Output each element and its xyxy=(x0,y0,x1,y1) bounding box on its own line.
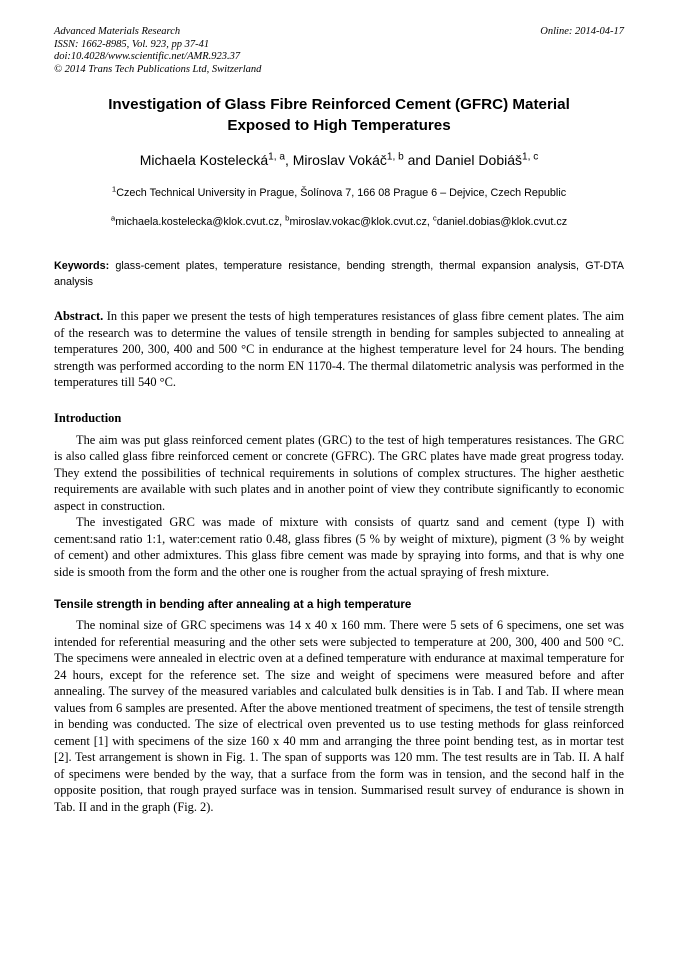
section-heading-introduction: Introduction xyxy=(54,410,122,425)
abstract-block xyxy=(54,308,624,391)
affiliation-marker: 1 xyxy=(111,184,117,194)
affiliation-text: Czech Technical University in Prague, Šolínova 7, 166 08 Prague 6 – Dejvice, Czech Republic xyxy=(116,187,567,200)
email-a: michaela.kostelecka@klok.cvut.cz, xyxy=(115,216,286,229)
email-b: miroslav.vokac@klok.cvut.cz, xyxy=(289,216,433,229)
abstract-text: In this paper we present the tests of high temperatures resistances of glass fibre cement plates. The aim of the research was to determine the values of tensile strength in bending for samples subjected to annealing at temperatures 200, 300, 400 and 500 °C in endurance at the highest temperature level for 24 hours. The bending strength was performed according to the norm EN 1170-4. The thermal dilatometric analysis was performed in the temperatures till 540 °C. xyxy=(54,309,624,390)
header-left-block xyxy=(54,26,453,76)
online-date: Online: 2014-04-17 xyxy=(540,26,624,37)
page-title xyxy=(62,94,616,136)
author-2-affiliation-marker: 1, b xyxy=(386,151,404,163)
author-1-name: Michaela Kostelecká xyxy=(139,152,269,169)
author-list xyxy=(54,152,624,168)
intro-paragraph-2: The investigated GRC was made of mixture with consists of quartz sand and cement (type I) with cement:sand ratio 1:1, water:cement ratio 0.48, glass fibres (5 % by weight of mixture), pigment (3 % by weight of cement) and other admixtures. This glass fibre cement was made by spraying into forms, and that is why one side is smooth from the form and the other one is rougher from the actual spraying of fresh mixture. xyxy=(54,515,624,579)
affiliation xyxy=(54,186,624,201)
title-line-1: Investigation of Glass Fibre Reinforced Cement (GFRC) Material xyxy=(108,96,570,114)
email-marker-c: c xyxy=(432,213,437,223)
email-marker-b: b xyxy=(285,213,290,223)
author-emails xyxy=(54,215,624,230)
intro-paragraph-1: The aim was put glass reinforced cement plates (GRC) to the test of high temperatures resistances. The GRC is also called glass fibre reinforced cement or concrete (GFRC). The GRC plates have made great progress today. They extend the possibilities of technical requirements in solutions of complex structures. The higher aesthetic requirements are available with such plates and in another point of view they contribute significantly to economic aspect in construction. xyxy=(54,432,624,513)
keywords-text: glass-cement plates, temperature resistance, bending strength, thermal expansion analysis, GT-DTA analysis xyxy=(54,260,624,289)
author-1-affiliation-marker: 1, a xyxy=(268,151,285,163)
journal-name: Advanced Materials Research xyxy=(54,26,181,37)
author-3-affiliation-marker: 1, c xyxy=(522,151,539,163)
abstract-label: Abstract. xyxy=(54,309,104,324)
tensile-paragraph-1: The nominal size of GRC specimens was 14 x 40 x 160 mm. There were 5 sets of 6 specimens, one set was intended for referential measuring and the other sets were subjected to temperature at 200, 300, 400 and 500 °C. The specimens were annealed in electric oven at a defined temperature with endurance at maximal temperature for 24 hours, except for the reference set. The size and weight of specimens were measured before and after annealing. The survey of the measured variables and calculated bulk densities is in Tab. I and Tab. II where mean values from 6 samples are presented. After the above mentioned treatment of specimens, the test of tensile strength in bending was conducted. The size of electrical oven prevented us to use testing methods for glass reinforced cement [1] with specimens of the size 160 x 40 mm and arranging the three point bending test, as in mortar test [2]. Test arrangement is shown in Fig. 1. The span of supports was 120 mm. The test results are in Tab. II. A half of specimens were bended by the way, that a surface from the form was in tension, and the second half in the opposite position, that rough prayed surface was in tension. Summarised result survey of endurance is shown in Tab. II and in the graph (Fig. 2). xyxy=(54,618,624,814)
issn-line: ISSN: 1662-8985, Vol. 923, pp 37-41 xyxy=(54,38,210,50)
title-line-2: Exposed to High Temperatures xyxy=(227,117,451,135)
keywords-label: Keywords: xyxy=(54,260,110,273)
doi-line: doi:10.4028/www.scientific.net/AMR.923.37 xyxy=(54,51,241,63)
author-separator-2: and xyxy=(403,152,435,169)
author-2-name: Miroslav Vokáč xyxy=(292,152,387,169)
author-3-name: Daniel Dobiáš xyxy=(434,152,523,169)
keywords-block xyxy=(54,258,624,290)
section-heading-tensile-strength: Tensile strength in bending after annealing at a high temperature xyxy=(54,598,412,612)
copyright-line: © 2014 Trans Tech Publications Ltd, Switzerland xyxy=(54,63,262,75)
author-separator-1: , xyxy=(284,152,293,169)
email-marker-a: a xyxy=(110,213,116,223)
email-c: daniel.dobias@klok.cvut.cz xyxy=(436,216,568,229)
page-header xyxy=(54,26,624,76)
